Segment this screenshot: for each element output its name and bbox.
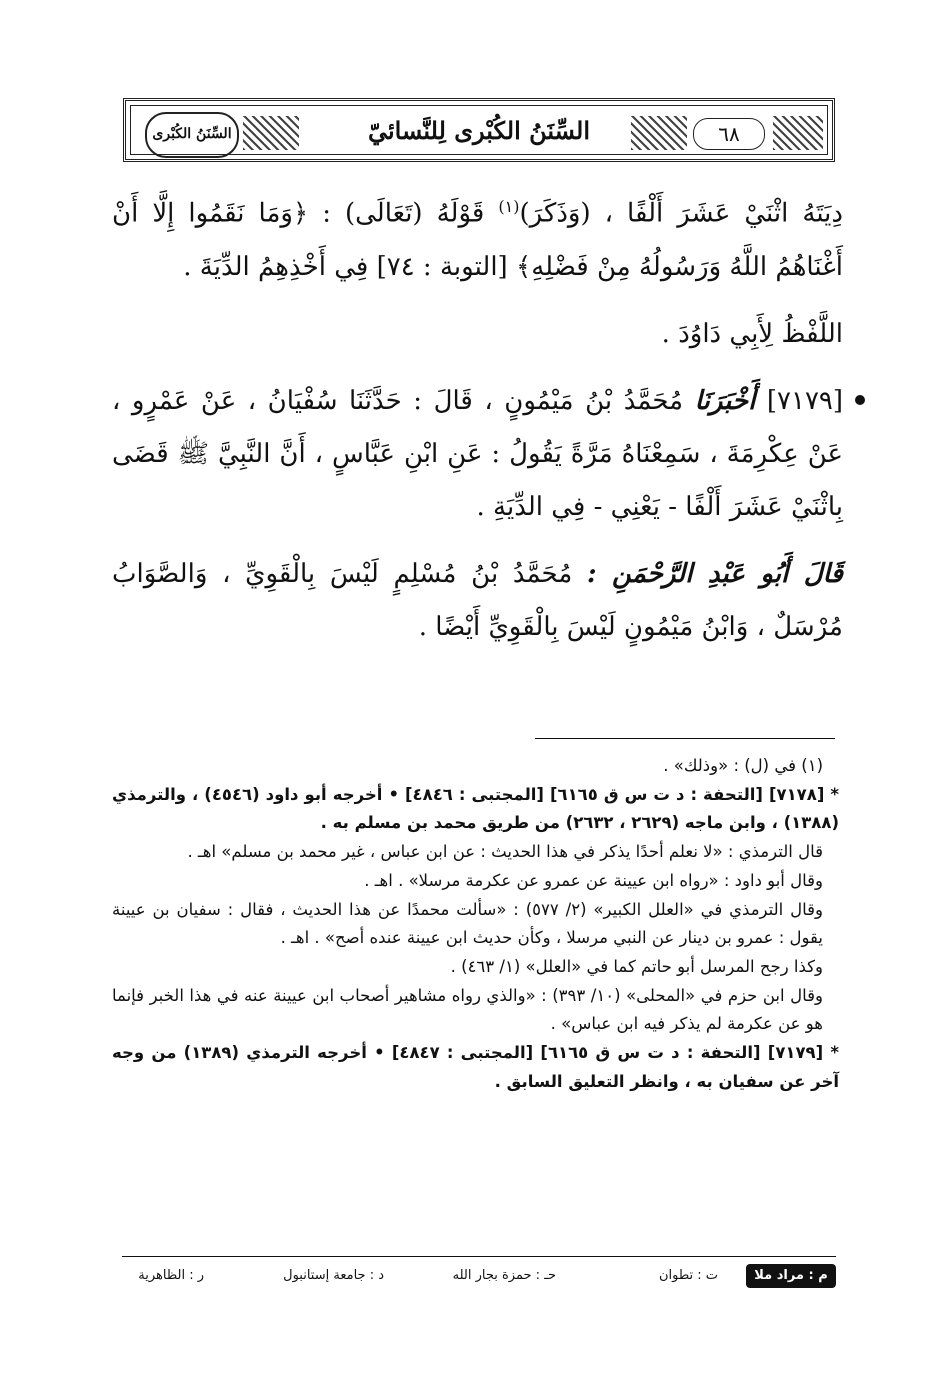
main-text	[112, 180, 843, 654]
footnote-divider	[535, 738, 835, 739]
footnote-1: (١) في (ل) : «وذلك» .	[663, 756, 823, 775]
author-remark-lead: قَالَ أَبُو عَبْدِ الرَّحْمَنِ :	[586, 558, 843, 589]
paragraph-1-rest: قَوْلَهُ (تَعَالَى) : ﴿وَمَا نَقَمُوا إِلَّا أَنْ أَغْنَاهُمُ اللَّهُ وَرَسُولُهُ مِنْ فَضْلِهِ﴾ [التوبة : ٧٤] فِي أَخْذِهِمُ الدِّيَةَ .	[112, 198, 843, 282]
book-seal: السِّنَنُ الكُبْرى	[145, 112, 239, 158]
note-abu-hatim: وكذا رجح المرسل أبو حاتم كما في «العلل» (١/ ٤٦٣) .	[450, 956, 823, 976]
footnotes	[112, 752, 839, 1096]
note-ibn-hazm: وقال ابن حزم في «المحلى» (١٠/ ٣٩٣) : «والذي رواه مشاهير أصحاب ابن عيينة عنه في هذا الخبر فإنما هو عن عكرمة لم يذكر فيه ابن عباس» .	[112, 985, 823, 1034]
note-ilal-kabir: وقال الترمذي في «العلل الكبير» (٢/ ٥٧٧) : «سألت محمدًا عن هذا الحديث ، فقال : سفيان بن عيينة يقول : عمرو بن دينار عن النبي مرسلا ، وكأن حديث ابن عيينة عنده أصح» . اهـ .	[112, 899, 823, 948]
siglum-h: حـ : حمزة بجار الله	[452, 1268, 556, 1283]
siglum-t: ت : تطوان	[658, 1268, 718, 1283]
siglum-badge: م : مراد ملا	[746, 1264, 836, 1288]
page-number: ٦٨	[693, 118, 765, 150]
paragraph-3-text: مُحَمَّدُ بْنُ مَيْمُونٍ ، قَالَ : حَدَّثَنَا سُفْيَانُ ، عَنْ عَمْرٍو ، عَنْ عِكْرِمَةَ ، سَمِعْنَاهُ مَرَّةً يَقُولُ : عَنِ ابْنِ عَبَّاسٍ ، أَنَّ النَّبِيَّ ﷺ قَضَى بِاثْنَيْ عَشَرَ أَلْفًا - يَعْنِي - فِي الدِّيَةِ .	[112, 385, 843, 522]
ornament-right-icon	[631, 116, 687, 150]
paragraph-4	[112, 548, 843, 654]
hadith-bullet-icon	[855, 395, 865, 405]
page-header	[123, 98, 835, 162]
takhrij-7178: * [٧١٧٨] [التحفة : د ت س ق ٦١٦٥] [المجتبى : ٤٨٤٦] • أخرجه أبو داود (٤٥٤٦) ، والترمذي (١٣٨٨) ، وابن ماجه (٢٦٢٩ ، ٢٦٣٢) من طريق محمد بن مسلم به .	[112, 784, 839, 833]
bottom-divider	[122, 1256, 836, 1257]
paragraph-1-text: دِيَتَهُ اثْنَيْ عَشَرَ أَلْفًا ، (وَذَكَرَ)	[519, 198, 843, 229]
paragraph-3	[112, 375, 843, 534]
note-tirmidhi: قال الترمذي : «لا نعلم أحدًا يذكر في هذا الحديث : عن ابن عباس ، غير محمد بن مسلم» اهـ .	[187, 842, 823, 862]
paragraph-4-text: مُحَمَّدُ بْنُ مُسْلِمٍ لَيْسَ بِالْقَوِيِّ ، وَالصَّوَابُ مُرْسَلٌ ، وَابْنُ مَيْمُونٍ لَيْسَ بِالْقَوِيِّ أَيْضًا .	[112, 558, 843, 642]
paragraph-2: اللَّفْظُ لِأَبِي دَاوُدَ .	[661, 318, 843, 349]
paragraph-1	[112, 180, 843, 294]
siglum-d: د : جامعة إستانبول	[283, 1268, 384, 1283]
siglum-r: ر : الظاهرية	[138, 1268, 204, 1283]
takhrij-7179: * [٧١٧٩] [التحفة : د ت س ق ٦١٦٥] [المجتبى : ٤٨٤٧] • أخرجه الترمذي (١٣٨٩) من وجه آخر عن سفيان به ، وانظر التعليق السابق .	[112, 1043, 839, 1091]
footnote-ref: (١)	[498, 197, 520, 216]
hadith-lead: أَخْبَرَنَا	[694, 385, 756, 416]
note-abu-dawud: وقال أبو داود : «رواه ابن عيينة عن عمرو عن عكرمة مرسلا» . اهـ .	[364, 870, 823, 890]
hadith-number: [٧١٧٩]	[766, 385, 844, 416]
page-title: السِّنَنُ الكُبْرى لِلنَّسائيّ	[367, 116, 591, 145]
header-inner-frame	[130, 105, 828, 155]
manuscript-sigla	[122, 1264, 836, 1290]
ornament-corner-icon	[773, 116, 823, 150]
